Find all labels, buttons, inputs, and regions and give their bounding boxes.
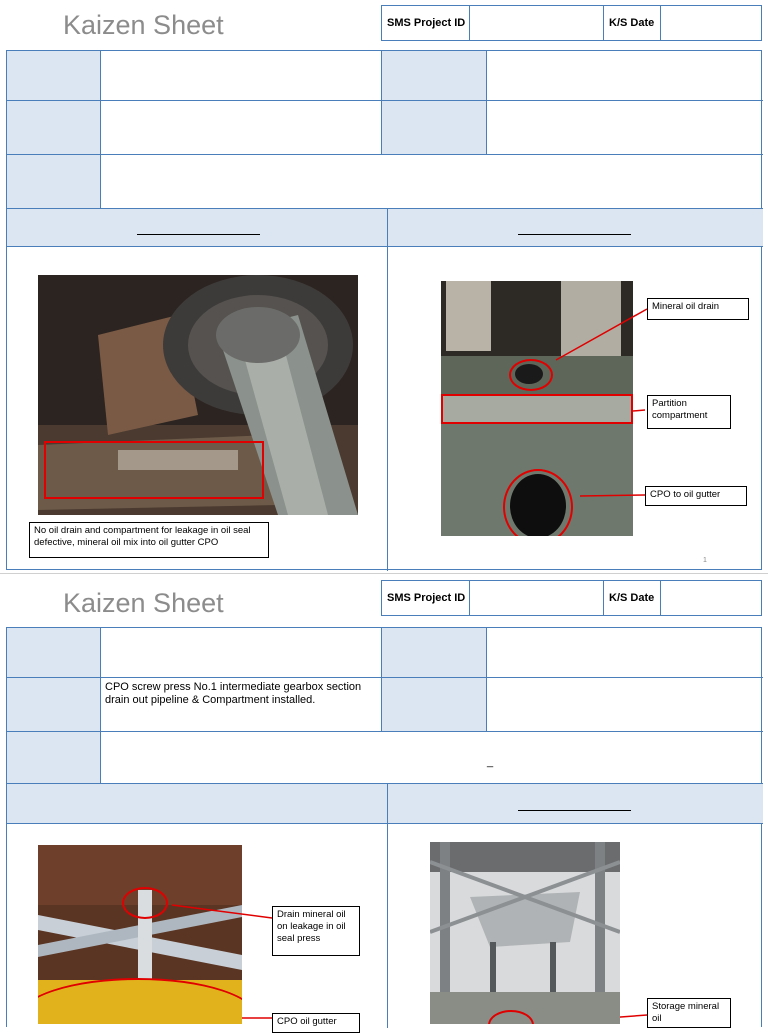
callout-storage-mineral-oil: Storage mineral oil — [647, 998, 731, 1028]
page-number: 1 — [703, 557, 707, 564]
callout-cpo-to-oil-gutter: CPO to oil gutter — [645, 486, 747, 506]
ks-date-label: K/S Date — [604, 6, 661, 40]
kaizen-sheet-2 — [0, 580, 768, 1027]
after-photo — [430, 842, 620, 1024]
callout-cpo-oil-gutter: CPO oil gutter — [272, 1013, 360, 1033]
after-photo-drawing — [430, 842, 620, 1024]
project-id-label: SMS Project ID — [382, 581, 470, 615]
row3-mark: _ — [487, 756, 494, 768]
before-callout-arrows — [0, 580, 768, 1024]
project-id-label: SMS Project ID — [382, 6, 470, 40]
callout-partition-compartment: Partition compartment — [647, 395, 731, 429]
row2-value[interactable]: CPO screw press No.1 intermediate gearbox section drain out pipeline & Compartment installed. — [101, 678, 382, 732]
before-caption: No oil drain and compartment for leakage in oil seal defective, mineral oil mix into oil gutter CPO — [29, 522, 269, 558]
page-divider — [0, 573, 768, 574]
callout-mineral-oil-drain: Mineral oil drain — [647, 298, 749, 320]
sheet-title: Kaizen Sheet — [63, 588, 224, 618]
callout-drain-mineral-oil: Drain mineral oil on leakage in oil seal press — [272, 906, 360, 956]
sheet-title: Kaizen Sheet — [63, 10, 224, 40]
ks-date-label: K/S Date — [604, 581, 661, 615]
